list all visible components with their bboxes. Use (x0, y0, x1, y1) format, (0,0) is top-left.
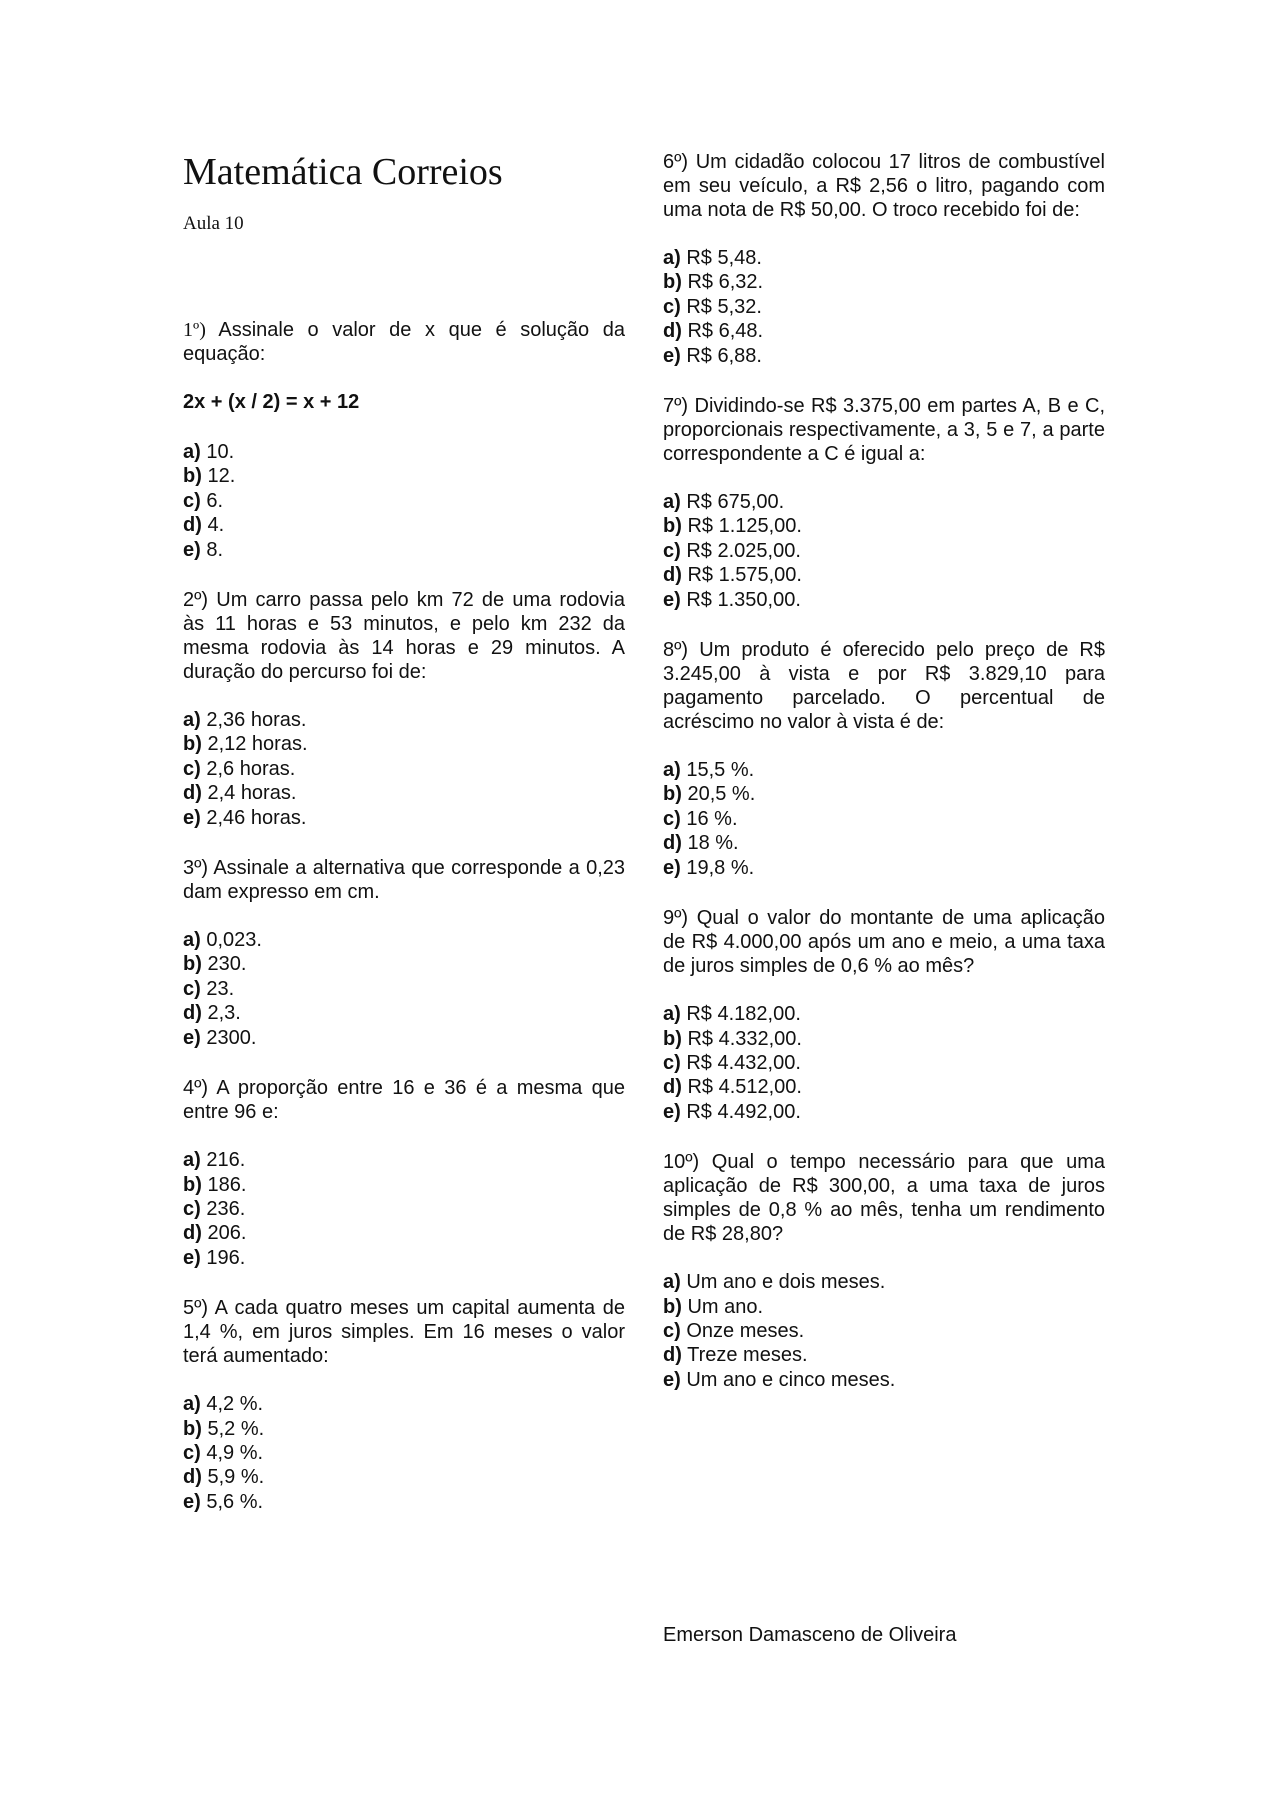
option-letter: c) (183, 1197, 201, 1220)
option-item (663, 1295, 1105, 1319)
option-letter: e) (183, 1246, 201, 1269)
option-letter: d) (183, 782, 202, 805)
option-text: R$ 4.332,00. (687, 1027, 802, 1050)
option-item (663, 856, 1105, 880)
option-text: Um ano. (687, 1295, 764, 1318)
option-letter: c) (663, 1319, 681, 1342)
option-list (663, 1270, 1105, 1392)
right-column (663, 150, 1105, 1418)
option-text: R$ 4.492,00. (686, 1100, 801, 1123)
option-letter: b) (663, 271, 682, 294)
option-item (663, 514, 1105, 538)
question-5 (183, 1296, 625, 1514)
option-letter: d) (663, 832, 682, 855)
option-item (663, 1368, 1105, 1392)
question-6 (663, 150, 1105, 368)
option-list (663, 246, 1105, 368)
question-4 (183, 1076, 625, 1270)
option-text: Um ano e dois meses. (686, 1271, 886, 1294)
option-letter: a) (183, 1149, 201, 1172)
option-text: R$ 1.125,00. (687, 515, 802, 538)
option-text: 2,6 horas. (206, 757, 296, 780)
option-item (183, 781, 625, 805)
option-letter: b) (183, 1417, 202, 1440)
question-statement: Qual o tempo necessário para que uma aplicação de R$ 300,00, a uma taxa de juros simples de 0,8 % ao mês, tenha um rendimento de R$ 28,80? (663, 1151, 1105, 1246)
option-letter: c) (663, 807, 681, 830)
option-item (663, 588, 1105, 612)
option-text: 196. (206, 1246, 246, 1269)
option-letter: d) (183, 1466, 202, 1489)
option-text: 5,2 %. (207, 1417, 265, 1440)
option-letter: c) (663, 539, 681, 562)
option-letter: d) (183, 1222, 202, 1245)
option-letter: a) (663, 1003, 681, 1026)
option-letter: b) (663, 783, 682, 806)
option-text: R$ 6,88. (686, 344, 762, 367)
option-item (663, 1027, 1105, 1051)
option-item (183, 1392, 625, 1416)
option-item (663, 490, 1105, 514)
option-letter: e) (663, 1100, 681, 1123)
option-item (663, 539, 1105, 563)
option-letter: b) (663, 1027, 682, 1050)
equation: 2x + (x / 2) = x + 12 (183, 391, 360, 413)
option-list (183, 1392, 625, 1514)
option-letter: e) (183, 806, 201, 829)
option-text: 4. (207, 514, 225, 537)
option-item (183, 928, 625, 952)
question-number: 10º) (663, 1151, 700, 1174)
option-letter: e) (663, 856, 681, 879)
option-item (183, 977, 625, 1001)
left-column (183, 150, 625, 1540)
option-text: 8. (206, 538, 224, 561)
question-number: 1º) (183, 319, 206, 341)
option-text: 12. (207, 465, 236, 488)
option-letter: b) (183, 733, 202, 756)
option-text: 2,3. (207, 1002, 241, 1025)
option-text: 5,6 %. (206, 1490, 264, 1513)
option-letter: d) (183, 1002, 202, 1025)
option-letter: d) (663, 320, 682, 343)
option-item (183, 1465, 625, 1489)
option-item (183, 732, 625, 756)
question-statement: Qual o valor do montante de uma aplicação de R$ 4.000,00 após um ano e meio, a uma taxa de juros simples de 0,6 % ao mês? (663, 907, 1106, 978)
option-item (183, 538, 625, 562)
option-item (183, 489, 625, 513)
option-letter: b) (663, 515, 682, 538)
option-text: R$ 6,32. (687, 271, 764, 294)
option-item (183, 952, 625, 976)
option-item (663, 319, 1105, 343)
option-text: R$ 4.512,00. (687, 1076, 802, 1099)
option-text: 18 %. (687, 832, 739, 855)
question-text (183, 588, 625, 684)
question-text (183, 1296, 625, 1368)
option-item (183, 1441, 625, 1465)
option-text: 4,2 %. (206, 1393, 264, 1416)
option-list (183, 708, 625, 830)
option-letter: e) (183, 1026, 201, 1049)
option-letter: c) (183, 1441, 201, 1464)
option-item (663, 1270, 1105, 1294)
option-item (663, 807, 1105, 831)
question-number: 3º) (183, 857, 209, 880)
question-text (183, 318, 625, 366)
question-text (663, 638, 1105, 734)
author-name: Emerson Damasceno de Oliveira (663, 1624, 957, 1646)
option-text: R$ 5,48. (686, 247, 762, 269)
option-letter: a) (663, 491, 681, 514)
option-text: 2,46 horas. (206, 806, 307, 829)
option-text: 5,9 %. (207, 1466, 265, 1489)
option-text: R$ 5,32. (686, 295, 762, 318)
option-letter: a) (663, 247, 681, 269)
option-item (663, 295, 1105, 319)
option-letter: b) (663, 1295, 682, 1318)
option-text: 2,12 horas. (207, 733, 308, 756)
option-text: 2,36 horas. (206, 709, 307, 732)
option-text: 2300. (206, 1026, 257, 1049)
option-list (183, 1148, 625, 1270)
option-item (663, 1319, 1105, 1343)
question-text (183, 856, 625, 904)
option-letter: a) (183, 929, 201, 952)
question-text (183, 1076, 625, 1124)
question-statement: A cada quatro meses um capital aumenta de 1,4 %, em juros simples. Em 16 meses o valor terá aumentado: (183, 1297, 626, 1368)
left-questions (183, 318, 625, 1514)
option-item (183, 1490, 625, 1514)
question-9 (663, 906, 1105, 1124)
option-text: 2,4 horas. (207, 782, 297, 805)
option-text: 236. (206, 1197, 246, 1220)
option-text: R$ 4.432,00. (686, 1051, 801, 1074)
option-letter: a) (663, 1271, 681, 1294)
option-list (663, 490, 1105, 612)
question-text (663, 394, 1105, 466)
option-letter: c) (663, 295, 681, 318)
option-item (183, 1417, 625, 1441)
option-letter: d) (663, 1344, 682, 1367)
option-item (183, 1148, 625, 1172)
option-text: Um ano e cinco meses. (686, 1368, 896, 1391)
option-letter: d) (663, 1076, 682, 1099)
option-item (663, 1075, 1105, 1099)
option-item (183, 1197, 625, 1221)
question-3 (183, 856, 625, 1050)
option-text: 230. (207, 953, 247, 976)
option-text: 15,5 %. (686, 759, 755, 782)
option-item (183, 464, 625, 488)
question-statement: Dividindo-se R$ 3.375,00 em partes A, B e C, proporcionais respectivamente, a 3, 5 e 7, a parte correspondente a C é igual a: (663, 395, 1106, 466)
option-letter: a) (663, 759, 681, 782)
right-questions (663, 150, 1105, 1392)
option-text: 19,8 %. (686, 856, 755, 879)
option-item (663, 1343, 1105, 1367)
option-text: Treze meses. (687, 1344, 808, 1367)
option-list (183, 928, 625, 1050)
question-statement: Assinale o valor de x que é solução da equação: (183, 319, 625, 365)
question-number: 7º) (663, 395, 689, 418)
option-text: 6. (206, 489, 224, 512)
option-letter: e) (183, 538, 201, 561)
option-text: R$ 2.025,00. (686, 539, 801, 562)
question-number: 5º) (183, 1297, 209, 1320)
option-letter: d) (183, 514, 202, 537)
option-list (663, 1002, 1105, 1124)
question-number: 8º) (663, 639, 689, 662)
question-1 (183, 318, 625, 562)
question-text (663, 906, 1105, 978)
question-8 (663, 638, 1105, 880)
option-text: 216. (206, 1149, 246, 1172)
option-text: 4,9 %. (206, 1441, 264, 1464)
option-item (183, 806, 625, 830)
option-text: 0,023. (206, 929, 262, 952)
option-item (663, 1002, 1105, 1026)
page-title: Matemática Correios (183, 151, 503, 193)
option-letter: c) (183, 757, 201, 780)
question-statement: Um cidadão colocou 17 litros de combustível em seu veículo, a R$ 2,56 o litro, pagando com uma nota de R$ 50,00. O troco recebido foi de: (663, 151, 1105, 221)
option-letter: c) (663, 1051, 681, 1074)
option-text: R$ 1.350,00. (686, 588, 801, 611)
option-item (663, 831, 1105, 855)
option-letter: c) (183, 977, 201, 1000)
question-7 (663, 394, 1105, 612)
option-list (183, 440, 625, 562)
option-letter: e) (663, 1368, 681, 1391)
option-letter: b) (183, 465, 202, 488)
option-letter: b) (183, 1173, 202, 1196)
option-item (663, 1051, 1105, 1075)
option-text: 186. (207, 1173, 247, 1196)
question-10 (663, 1150, 1105, 1392)
option-text: Onze meses. (686, 1319, 805, 1342)
page-subtitle: Aula 10 (183, 213, 244, 234)
option-item (663, 782, 1105, 806)
option-text: 206. (207, 1222, 247, 1245)
option-text: R$ 6,48. (687, 320, 764, 343)
option-item (663, 563, 1105, 587)
question-statement: A proporção entre 16 e 36 é a mesma que entre 96 e: (183, 1077, 626, 1124)
option-text: R$ 675,00. (686, 491, 785, 514)
option-item (183, 1246, 625, 1270)
option-letter: e) (663, 588, 681, 611)
question-statement: Um produto é oferecido pelo preço de R$ 3.245,00 à vista e por R$ 3.829,10 para pagamento parcelado. O percentual de acréscimo no valor à vista é de: (663, 639, 1105, 734)
option-text: 20,5 %. (687, 783, 756, 806)
question-statement: Assinale a alternativa que corresponde a 0,23 dam expresso em cm. (183, 857, 626, 904)
option-letter: d) (663, 564, 682, 587)
question-number: 6º) (663, 151, 689, 173)
question-statement: Um carro passa pelo km 72 de uma rodovia às 11 horas e 53 minutos, e pelo km 232 da mesma rodovia às 14 horas e 29 minutos. A duração do percurso foi de: (183, 589, 625, 684)
option-text: 23. (206, 977, 235, 1000)
option-text: R$ 4.182,00. (686, 1003, 801, 1026)
option-item (663, 1100, 1105, 1124)
option-letter: c) (183, 489, 201, 512)
option-item (183, 757, 625, 781)
option-item (183, 708, 625, 732)
question-text (663, 1150, 1105, 1246)
option-text: R$ 1.575,00. (687, 564, 802, 587)
option-item (183, 513, 625, 537)
option-item (183, 1026, 625, 1050)
option-item (183, 1001, 625, 1025)
option-item (183, 1221, 625, 1245)
question-text (663, 150, 1105, 222)
option-letter: e) (183, 1490, 201, 1513)
option-letter: a) (183, 709, 201, 732)
option-item (663, 246, 1105, 270)
option-text: 10. (206, 441, 235, 463)
option-letter: b) (183, 953, 202, 976)
option-item (183, 440, 625, 464)
option-text: 16 %. (686, 807, 738, 830)
question-number: 2º) (183, 589, 209, 612)
option-item (663, 270, 1105, 294)
option-item (663, 758, 1105, 782)
option-list (663, 758, 1105, 880)
question-2 (183, 588, 625, 830)
option-letter: a) (183, 1393, 201, 1416)
option-letter: a) (183, 441, 201, 463)
question-number: 4º) (183, 1077, 209, 1100)
question-number: 9º) (663, 907, 689, 930)
option-item (663, 344, 1105, 368)
option-letter: e) (663, 344, 681, 367)
option-item (183, 1173, 625, 1197)
